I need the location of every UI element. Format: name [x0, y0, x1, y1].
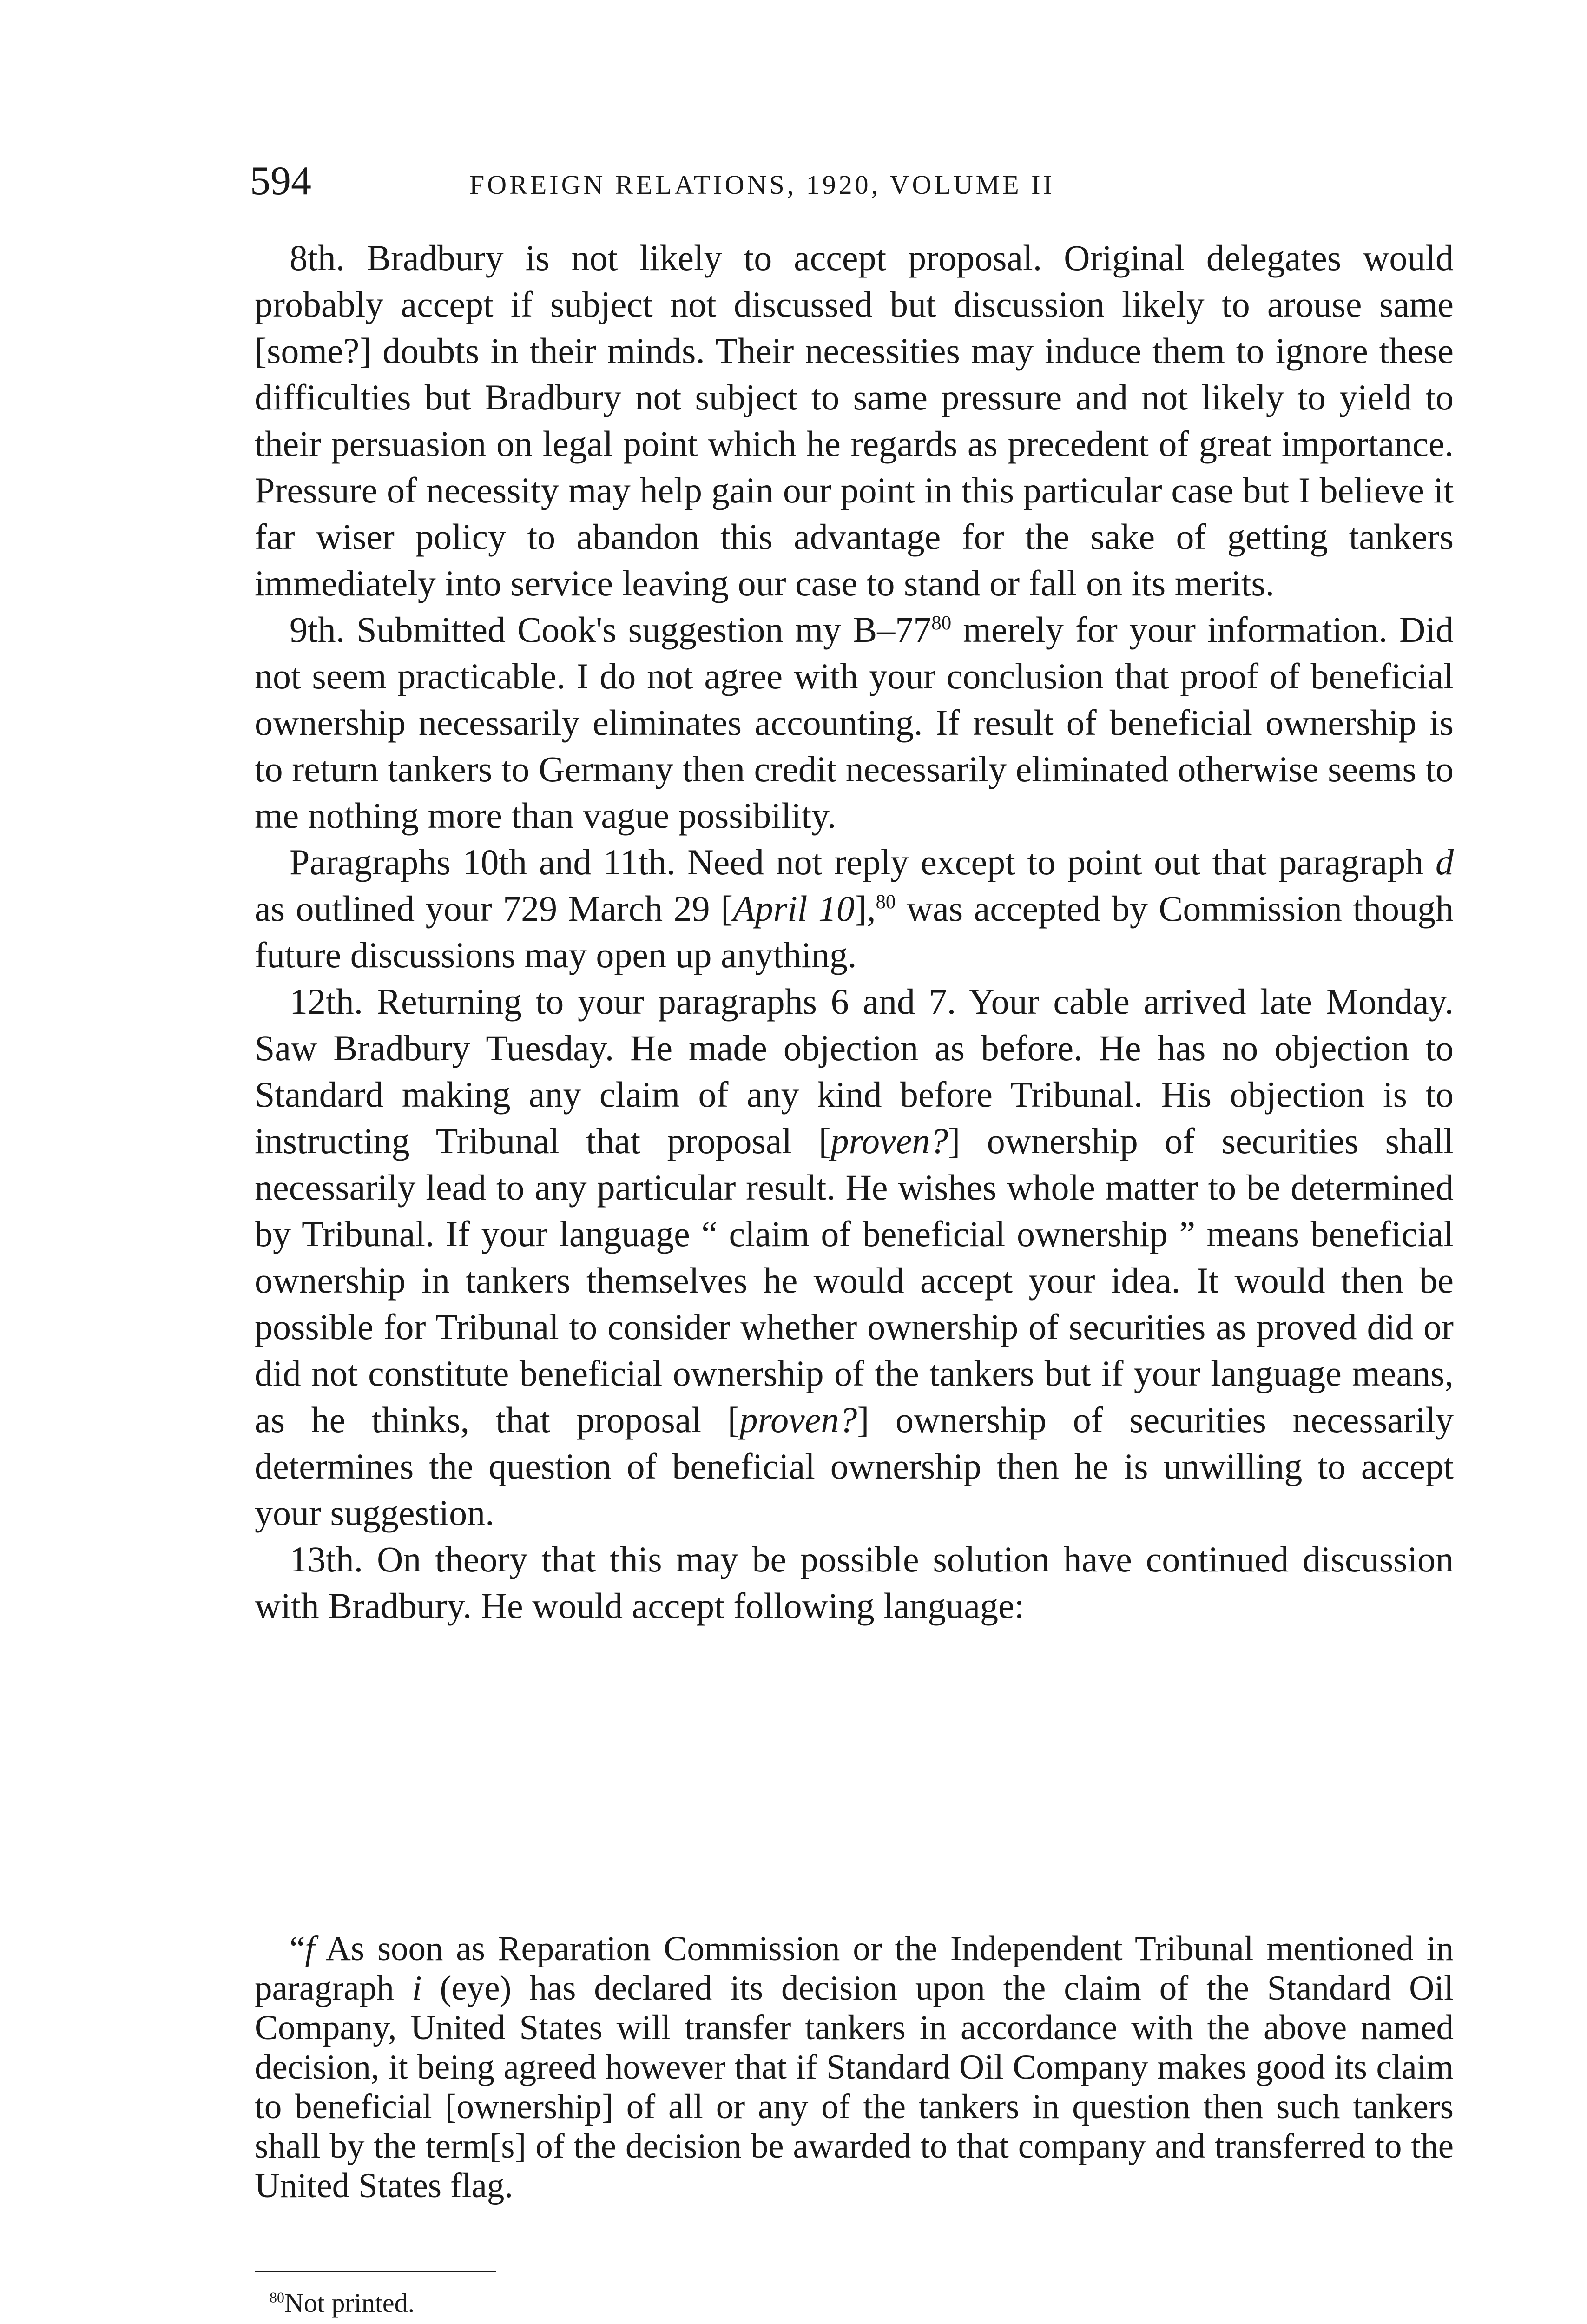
- paragraph-9th-text-b: merely for your information. Did not seem practicable. I do not agree with your conclusion that proof of beneficial ownership necessarily eliminates accounting. If result of beneficial ownership is to return tankers to Germany then credit necessarily eliminated otherwise seems to me nothing more than vague possibility.: [255, 609, 1454, 836]
- paragraph-13th: 13th. On theory that this may be possible solution have continued discussion with Bradbury. He would accept following language:: [255, 1539, 1454, 1626]
- footnote-text: Not printed.: [284, 2288, 415, 2318]
- page-header: [250, 153, 1458, 209]
- paragraph-9th-text-a: 9th. Submitted Cook's suggestion my B–77: [290, 609, 932, 650]
- quote-text-b: (eye) has declared its decision upon the claim of the Standard Oil Company, United States will transfer tankers in accordance with the above named decision, it being agreed however that if Standard Oil Company makes good its claim to beneficial [ownership] of all or any of the tankers in question then such tankers shall by the term[s] of the decision be awarded to that company and transferred to the United States flag.: [255, 1969, 1454, 2205]
- quoted-language: [255, 1929, 1454, 2205]
- paragraph-letter-d: d: [1436, 842, 1454, 882]
- paragraph-10th-text-b: as outlined your 729 March 29 [: [255, 888, 733, 929]
- footnote: [270, 2284, 415, 2322]
- page-number: 594: [250, 158, 311, 204]
- quote-open-mark: “: [290, 1929, 305, 1968]
- quote-letter-f: f: [305, 1929, 315, 1968]
- italic-proven: proven?: [830, 1121, 948, 1161]
- quote-text-a: As soon as Reparation Commission or the Independent Tribunal mentioned in paragraph: [255, 1929, 1454, 2007]
- paragraph-12th-text-c: ] ownership of securities necessarily determines the question of beneficial ownership then he is unwilling to accept your suggestion.: [255, 1400, 1454, 1533]
- italic-date: April 10: [733, 888, 855, 929]
- paragraph-8th: 8th. Bradbury is not likely to accept proposal. Original delegates would probably accept if subject not discussed but discussion likely to arouse same [some?] doubts in their minds. Their necessities may induce them to ignore these difficulties but Bradbury not subject to same pressure and not likely to yield to their persuasion on legal point which he regards as precedent of great importance. Pressure of necessity may help gain our point in this particular case but I believe it far wiser policy to abandon this advantage for the sake of getting tankers immediately into service leaving our case to stand or fall on its merits.: [255, 238, 1454, 603]
- running-head: FOREIGN RELATIONS, 1920, VOLUME II: [469, 170, 1055, 200]
- paragraph-10th-text-c: ],: [854, 888, 876, 929]
- paragraph-12th-text-b: ] ownership of securities shall necessarily lead to any particular result. He wishes whole matter to be determined by Tribunal. If your language “ claim of beneficial ownership ” means beneficial ownership in tankers themselves he would accept your idea. It would then be possible for Tribunal to consider whether ownership of securities as proved did or did not constitute beneficial ownership of the tankers but if your language means, as he thinks, that proposal [: [255, 1121, 1454, 1440]
- body-text: [255, 235, 1454, 1629]
- paragraph-12th: [255, 978, 1454, 1536]
- footnote-divider: [255, 2271, 496, 2272]
- paragraph-9th: [255, 607, 1454, 839]
- quote-letter-i: i: [412, 1969, 422, 2007]
- paragraph-12th-text-a: 12th. Returning to your paragraphs 6 and 7. Your cable arrived late Monday. Saw Bradbury Tuesday. He made objection as before. He has no objection to Standard making any claim of any kind before Tribunal. His objection is to instructing Tribunal that proposal [: [255, 981, 1454, 1161]
- footnote-number: 80: [270, 2289, 284, 2306]
- paragraph-10th-text-a: Paragraphs 10th and 11th. Need not reply except to point out that paragraph: [290, 842, 1436, 882]
- paragraph-10th-11th: [255, 839, 1454, 978]
- footnote-ref: 80: [931, 612, 952, 634]
- footnote-ref: 80: [876, 891, 896, 913]
- paragraph-10th-text-d: was accepted by Commission though future discussions may open up anything.: [255, 888, 1454, 975]
- italic-proven: proven?: [739, 1400, 857, 1440]
